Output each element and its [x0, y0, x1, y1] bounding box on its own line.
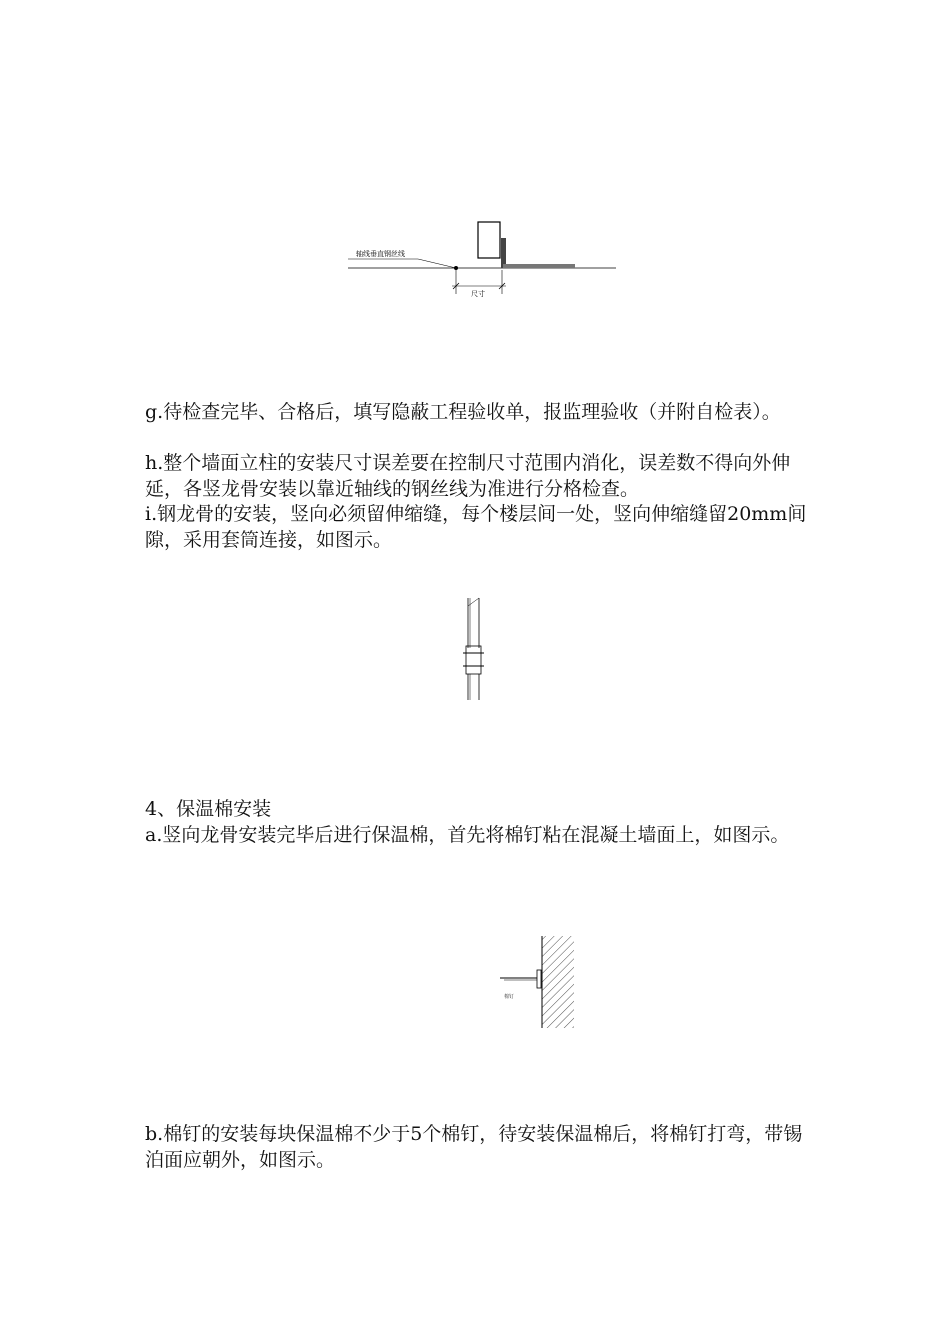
keel-column: [478, 222, 500, 258]
cotton-nail-diagram: [490, 932, 580, 1032]
wire-point: [454, 266, 458, 270]
section4-heading: 4、保温棉安装: [145, 798, 272, 820]
sleeve: [466, 646, 481, 674]
nail-base: [537, 970, 541, 988]
concrete-wall: [542, 936, 574, 1028]
paragraph-i: i.钢龙骨的安装，竖向必须留伸缩缝，每个楼层间一处，竖向伸缩缝留20mm间隙，采用套筒连接，如图示。: [145, 503, 807, 551]
nail-label: 棉钉: [504, 994, 515, 1000]
paragraph-b: b.棉钉的安装每块保温棉不少于5个棉钉，待安装保温棉后，将棉钉打弯，带锡泊面应朝外，如图示。: [145, 1123, 803, 1171]
axis-wire-diagram: [340, 210, 630, 305]
paragraph-h: h.整个墙面立柱的安装尺寸误差要在控制尺寸范围内消化，误差数不得向外伸延，各竖龙骨安装以靠近轴线的钢丝线为准进行分格检查。: [145, 452, 791, 500]
leader-line-slope: [418, 259, 456, 268]
floor-hatch: [503, 264, 575, 268]
paragraph-a: a.竖向龙骨安装完毕后进行保温棉，首先将棉钉粘在混凝土墙面上，如图示。: [145, 824, 790, 846]
break-mark: [468, 598, 479, 606]
axis-wire-label: 轴线垂直钢丝线: [356, 250, 405, 258]
dimension-label: 尺寸: [471, 290, 485, 298]
wall-hatch: [501, 238, 506, 268]
paragraph-g: g.待检查完毕、合格后，填写隐蔽工程验收单，报监理验收（并附自检表）。: [145, 401, 781, 423]
sleeve-connection-diagram: [455, 590, 495, 705]
